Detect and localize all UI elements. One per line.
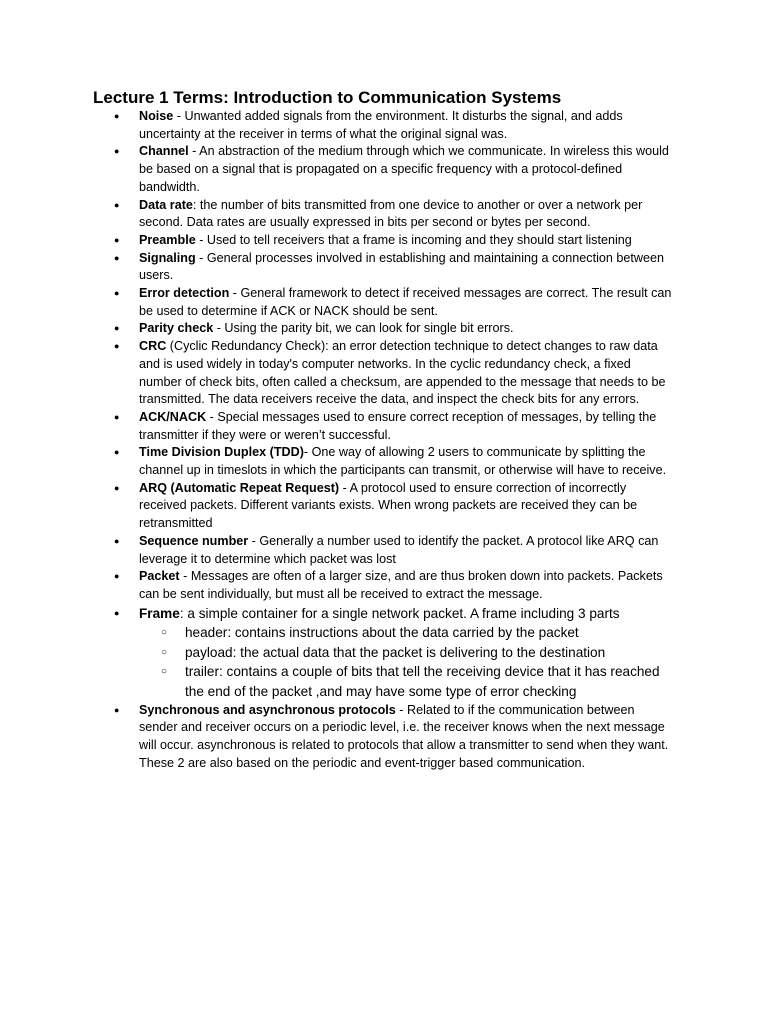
list-item [0, 232, 673, 250]
term-definition: - General processes involved in establishing and maintaining a connection between users. [139, 250, 665, 283]
list-item [0, 533, 673, 568]
list-item [0, 197, 673, 232]
list-item [0, 108, 673, 143]
term-definition: - A protocol used to ensure correction of incorrectly received packets. Different variants exists. When wrong packets are received they can be retransmitted [139, 480, 638, 531]
term-definition: - An abstraction of the medium through which we communicate. In wireless this would be based on a signal that is propagated on a specific frequency with a protocol-defined bandwidth. [139, 144, 669, 194]
list-item [0, 480, 673, 533]
term-name: Error detection [139, 286, 230, 301]
terms-list [0, 108, 768, 772]
list-item [0, 320, 673, 338]
page-title: Lecture 1 Terms: Introduction to Communication Systems [93, 88, 562, 107]
term-name: Parity check [139, 321, 214, 336]
list-item [0, 702, 673, 773]
term-definition: - Related to if the communication between sender and receiver occurs on a periodic level, i.e. the receiver knows when the next message will occur. asynchronous is related to protocols that allow a transmitter to send when they want. These 2 are also based on the periodic and event-trigger based communication. [139, 702, 669, 770]
term-name: Preamble [139, 232, 196, 247]
term-name: Channel [139, 144, 189, 159]
list-item [0, 250, 673, 285]
term-name: ARQ (Automatic Repeat Request) [139, 480, 340, 495]
term-name: Time Division Duplex (TDD) [139, 445, 304, 460]
term-definition: - Unwanted added signals from the environment. It disturbs the signal, and adds uncertainty at the receiver in terms of what the original signal was. [139, 109, 623, 141]
term-definition: : a simple container for a single network packet. A frame including 3 parts [179, 605, 620, 621]
term-definition: - Messages are often of a larger size, and are thus broken down into packets. Packets can be sent individually, but must all be received to extract the message. [139, 569, 663, 601]
sub-list-item: ○ trailer: contains a couple of bits that tell the receiving device that it has reached the end of the packet ,and may have some type of error checking [139, 662, 675, 701]
term-name: Synchronous and asynchronous protocols [139, 702, 396, 717]
term-definition: - Used to tell receivers that a frame is incoming and they should start listening [195, 232, 632, 247]
term-name: CRC [139, 339, 167, 354]
sub-list-item: ○ header: contains instructions about the data carried by the packet [139, 623, 675, 643]
term-definition: - Using the parity bit, we can look for single bit errors. [213, 321, 514, 336]
list-item [0, 285, 673, 320]
term-name: Packet [139, 569, 180, 584]
list-item-frame [0, 604, 673, 702]
term-name: Sequence number [139, 533, 249, 548]
list-item [0, 444, 673, 479]
term-definition: - General framework to detect if received messages are correct. The result can be used to determine if ACK or NACK should be sent. [139, 286, 672, 318]
term-name: Noise [139, 109, 174, 123]
term-name: Frame [139, 605, 180, 621]
term-definition: : the number of bits transmitted from one device to another or over a network per second. Data rates are usually expressed in bits per second or bytes per second. [139, 197, 643, 230]
term-name: ACK/NACK [139, 409, 207, 424]
term-name: Signaling [139, 250, 196, 265]
frame-parts-list [139, 623, 673, 701]
term-definition: - Special messages used to ensure correct reception of messages, by telling the transmitter if they were or weren’t successful. [139, 409, 657, 442]
list-item [0, 338, 673, 409]
term-definition: - Generally a number used to identify the packet. A protocol like ARQ can leverage it to determine which packet was lost [139, 533, 659, 566]
list-item [0, 409, 673, 444]
term-definition: (Cyclic Redundancy Check): an error detection technique to detect changes to raw data and is used widely in today's computer networks. In the cyclic redundancy check, a fixed number of check bits, often called a checksum, are appended to the message that needs to be transmitted. The data receivers receive the data, and inspect the check bits for any errors. [139, 339, 666, 407]
list-item [0, 143, 673, 196]
list-item [0, 568, 673, 603]
term-definition: - One way of allowing 2 users to communicate by splitting the channel up in timeslots in which the participants can transmit, or otherwise will have to receive. [139, 445, 667, 478]
sub-list-item: ○ payload: the actual data that the packet is delivering to the destination [139, 643, 675, 663]
term-name: Data rate [139, 197, 193, 212]
